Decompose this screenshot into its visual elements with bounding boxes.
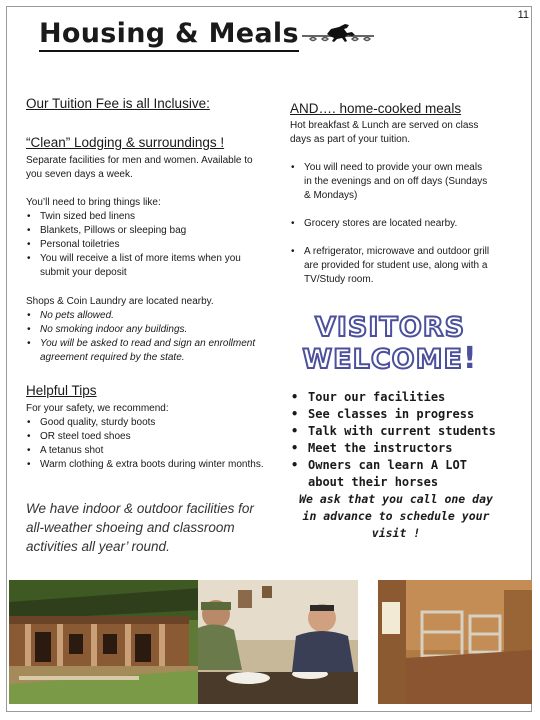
lodging-text: Separate facilities for men and women. Available to you seven days a week. [26, 155, 253, 180]
list-item: • Warm clothing & extra boots during winter months. [26, 458, 271, 472]
meals-text: Hot breakfast & Lunch are served on class days as part of your tuition. [290, 120, 479, 145]
list-item: • Talk with current students [290, 423, 502, 440]
list-item: • Twin sized bed linens [26, 210, 271, 224]
list-item: • Good quality, sturdy boots [26, 416, 271, 430]
cabin-exterior-photo [9, 580, 201, 704]
list-item: • A tetanus shot [26, 444, 271, 458]
page-number: 11 [517, 9, 529, 21]
shops-text: Shops & Coin Laundry are located nearby. [26, 296, 214, 307]
list-item: • Blankets, Pillows or sleeping bag [26, 224, 271, 238]
meals-section [290, 101, 490, 287]
visitors-section [290, 389, 502, 542]
list-item: • You will need to provide your own meals in the evenings and on off days (Sundays & Mondays) [290, 161, 490, 203]
rules-list [26, 309, 271, 365]
visitors-welcome-banner [300, 312, 480, 375]
tips-list [26, 416, 271, 472]
list-item: • Tour our facilities [290, 389, 502, 406]
list-item: • You will be asked to read and sign an enrollment agreement required by the state. [26, 337, 271, 365]
kitchen-students-photo [198, 580, 358, 704]
visitors-line1: VISITORS [314, 312, 466, 343]
bunk-room-photo [378, 580, 532, 704]
meals-heading: AND…. home-cooked meals [290, 101, 462, 116]
title-underline [39, 50, 299, 52]
visitor-list [290, 389, 502, 491]
list-item: • A refrigerator, microwave and outdoor grill are provided for student use, along with a TV/Study room. [290, 245, 490, 287]
list-item: • Meet the instructors [290, 440, 502, 457]
lodging-section [26, 135, 271, 365]
tips-heading: Helpful Tips [26, 383, 97, 398]
list-item: • Grocery stores are located nearby. [290, 217, 490, 231]
tips-section [26, 383, 271, 556]
tips-intro: For your safety, we recommend: [26, 403, 169, 414]
page-title [39, 18, 299, 49]
list-item: • Owners can learn A LOT about their horses [290, 457, 502, 491]
meals-list [290, 161, 490, 287]
list-item: • OR steel toed shoes [26, 430, 271, 444]
horse-logo-icon [300, 22, 376, 48]
bring-intro: You’ll need to bring things like: [26, 197, 161, 208]
facilities-note: We have indoor & outdoor facilities for all-weather shoeing and classroom activities all year’ round. [26, 501, 254, 554]
list-item: • Personal toiletries [26, 238, 271, 252]
list-item: • No smoking indoor any buildings. [26, 323, 271, 337]
page-title-text: Housing & Meals [39, 18, 299, 49]
list-item: • See classes in progress [290, 406, 502, 423]
call-note: We ask that you call one day in advance to schedule your visit ! [299, 492, 493, 540]
visitors-line2: WELCOME [302, 344, 463, 375]
tuition-heading: Our Tuition Fee is all Inclusive: [26, 96, 210, 111]
bring-list [26, 210, 271, 280]
visitors-exclamation: ! [462, 341, 478, 376]
list-item: • You will receive a list of more items when you submit your deposit [26, 252, 271, 280]
lodging-heading: “Clean” Lodging & surroundings ! [26, 135, 225, 150]
left-column [26, 96, 271, 111]
list-item: • No pets allowed. [26, 309, 271, 323]
